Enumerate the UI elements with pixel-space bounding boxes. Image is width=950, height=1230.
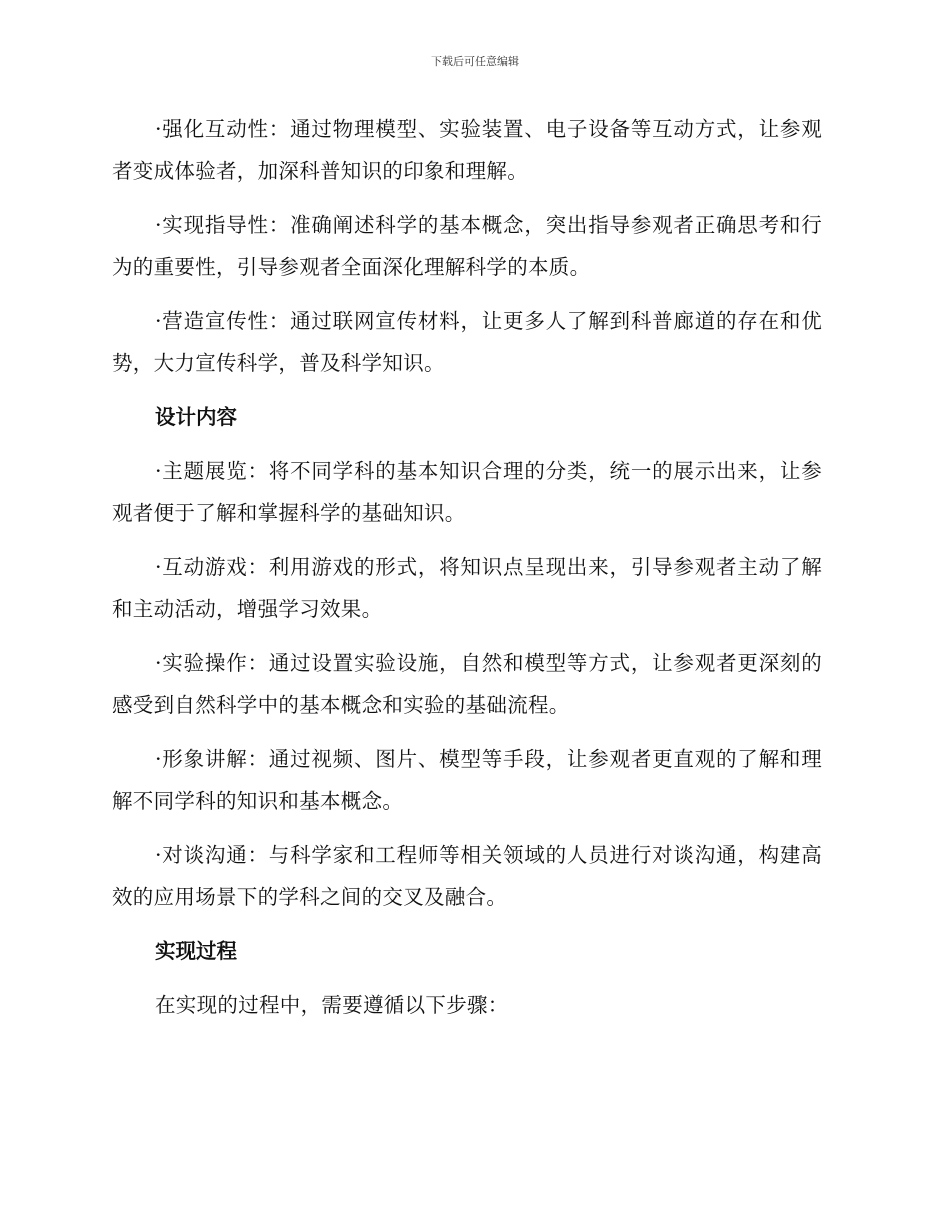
paragraph-theme-exhibition: ·主题展览：将不同学科的基本知识合理的分类，统一的展示出来，让参观者便于了解和掌握科学的基础知识。 (112, 459, 822, 525)
paragraph-explanation: ·形象讲解：通过视频、图片、模型等手段，让参观者更直观的了解和理解不同学科的知识和基本概念。 (112, 747, 822, 813)
document-body (112, 108, 822, 1038)
paragraph-guidance: ·实现指导性：准确阐述科学的基本概念，突出指导参观者正确思考和行为的重要性，引导参观者全面深化理解科学的本质。 (112, 213, 822, 279)
page-header: 下载后可任意编辑 (431, 55, 519, 68)
paragraph-publicity: ·营造宣传性：通过联网宣传材料，让更多人了解到科普廊道的存在和优势，大力宣传科学，普及科学知识。 (112, 309, 822, 375)
section-heading-design-content: 设计内容 (155, 405, 237, 429)
paragraph-experiments: ·实验操作：通过设置实验设施，自然和模型等方式，让参观者更深刻的感受到自然科学中的基本概念和实验的基础流程。 (112, 651, 822, 717)
paragraph-dialogue: ·对谈沟通：与科学家和工程师等相关领域的人员进行对谈沟通，构建高效的应用场景下的学科之间的交叉及融合。 (112, 843, 822, 909)
paragraph-interactivity: ·强化互动性：通过物理模型、实验装置、电子设备等互动方式，让参观者变成体验者，加深科普知识的印象和理解。 (112, 117, 822, 183)
section-heading-implementation: 实现过程 (155, 939, 237, 963)
paragraph-steps-intro: 在实现的过程中，需要遵循以下步骤： (155, 993, 509, 1017)
paragraph-interactive-games: ·互动游戏：利用游戏的形式，将知识点呈现出来，引导参观者主动了解和主动活动，增强学习效果。 (112, 555, 822, 621)
